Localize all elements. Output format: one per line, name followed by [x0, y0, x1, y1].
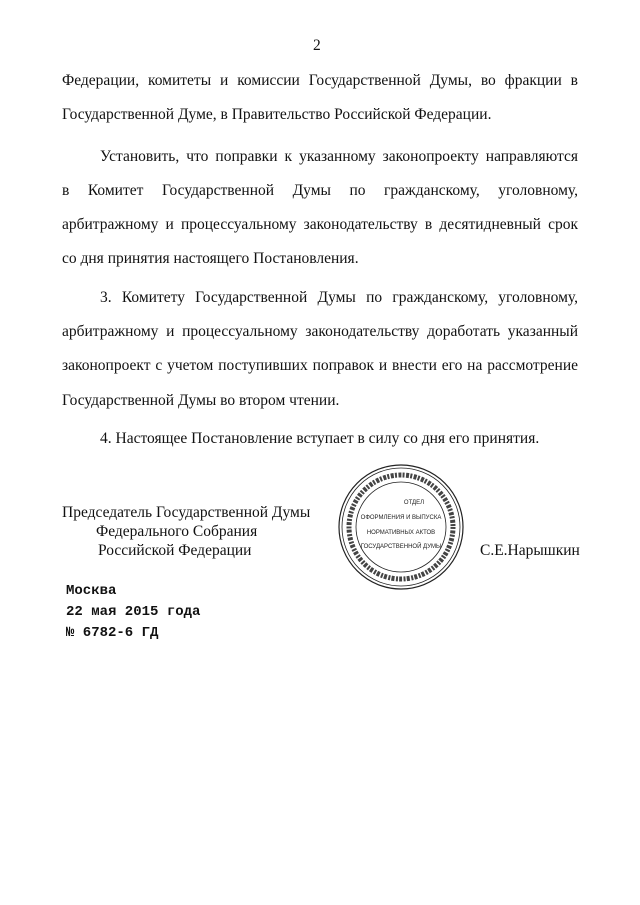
text-line: со дня принятия настоящего Постановления.: [62, 250, 359, 267]
document-number: № 6782-6 ГД: [66, 625, 159, 641]
signatory-title: Российской Федерации: [98, 542, 252, 559]
date: 22 мая 2015 года: [66, 604, 201, 620]
stamp-inner-line: ОФОРМЛЕНИЯ И ВЫПУСКА: [360, 515, 442, 521]
stamp-inner-line: НОРМАТИВНЫХ АКТОВ: [366, 530, 436, 536]
signatory-title: Федерального Собрания: [96, 523, 258, 540]
stamp-outer-lettering: [349, 475, 453, 579]
text-line: арбитражному и процессуальному законодательству в десятидневный срок: [62, 216, 578, 233]
signatory-name: С.Е.Нарышкин: [480, 542, 580, 559]
text-line: законопроект с учетом поступивших поправок и внести его на рассмотрение: [62, 357, 578, 374]
page-number: 2: [313, 37, 321, 54]
signatory-title: Председатель Государственной Думы: [62, 504, 311, 521]
text-line: арбитражному и процессуальному законодательству доработать указанный: [62, 323, 578, 340]
stamp-inner-line: ГОСУДАРСТВЕННОЙ ДУМЫ: [360, 544, 442, 550]
text-line: в Комитет Государственной Думы по гражданскому, уголовному,: [62, 182, 578, 199]
text-line: 4. Настоящее Постановление вступает в силу со дня его принятия.: [100, 430, 540, 447]
text-line: 3. Комитету Государственной Думы по гражданскому, уголовному,: [100, 289, 578, 306]
text-line: Государственной Думе, в Правительство Российской Федерации.: [62, 106, 492, 123]
text-line: Установить, что поправки к указанному законопроекту направляются: [100, 148, 578, 165]
stamp-inner-line: ОТДЕЛ: [403, 500, 425, 506]
text-line: Государственной Думы во втором чтении.: [62, 392, 340, 409]
official-stamp: [336, 462, 466, 592]
text-line: Федерации, комитеты и комиссии Государственной Думы, во фракции в: [62, 72, 578, 89]
city: Москва: [66, 583, 117, 599]
